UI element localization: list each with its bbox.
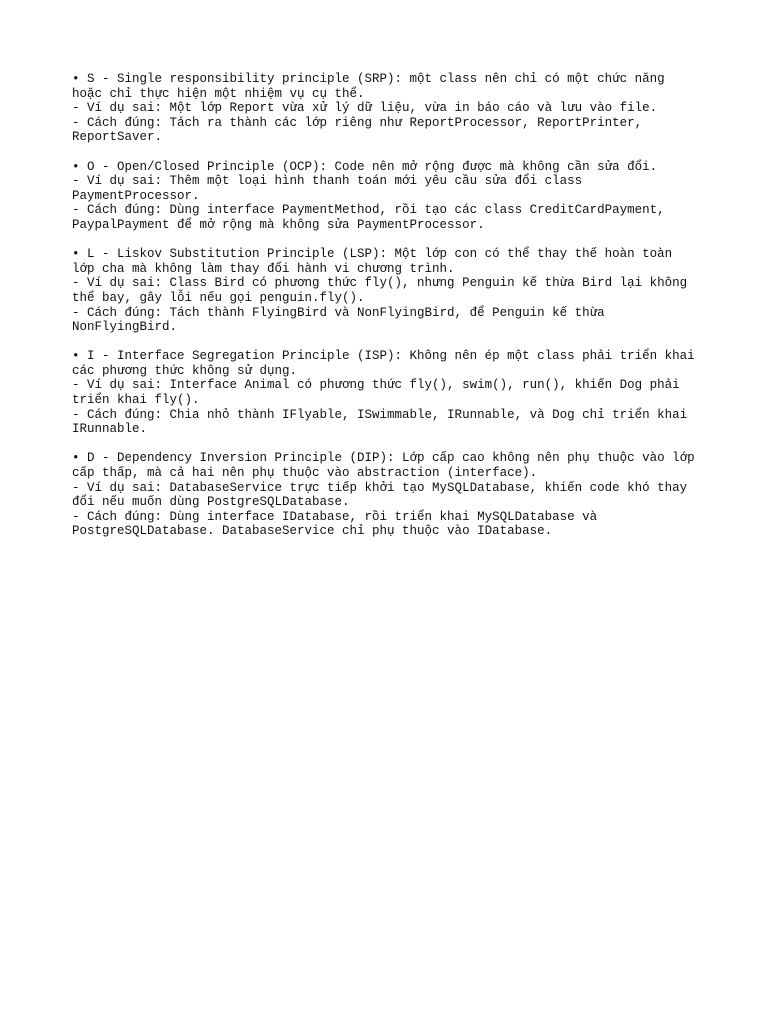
lsp-heading-line-2: lớp cha mà không làm thay đổi hành vi chương trình. [72, 261, 455, 276]
dip-wrong-example-line-1: - Ví dụ sai: DatabaseService trực tiếp khởi tạo MySQLDatabase, khiến code khó thay [72, 480, 688, 495]
dip-heading-line-1: • D - Dependency Inversion Principle (DIP): Lớp cấp cao không nên phụ thuộc vào lớp [72, 451, 695, 466]
lsp-wrong-example-line-2: thể bay, gây lỗi nếu gọi penguin.fly(). [72, 290, 365, 305]
srp-correct-way-line-1: - Cách đúng: Tách ra thành các lớp riêng như ReportProcessor, ReportPrinter, [72, 115, 643, 130]
srp-correct-way-line-2: ReportSaver. [72, 130, 163, 145]
dip-correct-way-line-1: - Cách đúng: Dùng interface IDatabase, rồi triển khai MySQLDatabase và [72, 509, 598, 524]
ocp-correct-way-line-2: PaypalPayment để mở rộng mà không sửa PaymentProcessor. [72, 217, 485, 232]
lsp-correct-way-line-1: - Cách đúng: Tách thành FlyingBird và NonFlyingBird, để Penguin kế thừa [72, 305, 605, 320]
isp-heading-line-1: • I - Interface Segregation Principle (ISP): Không nên ép một class phải triển khai [72, 349, 695, 364]
lsp-heading-line-1: • L - Liskov Substitution Principle (LSP): Một lớp con có thể thay thế hoàn toàn [72, 247, 673, 262]
srp-wrong-example: - Ví dụ sai: Một lớp Report vừa xử lý dữ liệu, vừa in báo cáo và lưu vào file. [72, 101, 658, 116]
ocp-wrong-example-line-2: PaymentProcessor. [72, 188, 200, 203]
principle-srp [72, 72, 712, 145]
principle-ocp [72, 160, 712, 233]
isp-heading-line-2: các phương thức không sử dụng. [72, 363, 298, 378]
principle-isp [72, 349, 712, 437]
document-body [72, 72, 712, 554]
lsp-correct-way-line-2: NonFlyingBird. [72, 320, 178, 335]
principle-dip [72, 451, 712, 539]
srp-heading-line-1: • S - Single responsibility principle (SRP): một class nên chỉ có một chức năng [72, 72, 665, 86]
isp-correct-way-line-1: - Cách đúng: Chia nhỏ thành IFlyable, ISwimmable, IRunnable, và Dog chỉ triển khai [72, 407, 688, 422]
principle-lsp [72, 247, 712, 335]
ocp-correct-way-line-1: - Cách đúng: Dùng interface PaymentMethod, rồi tạo các class CreditCardPayment, [72, 203, 665, 218]
isp-wrong-example-line-2: triển khai fly(). [72, 393, 200, 408]
ocp-wrong-example-line-1: - Ví dụ sai: Thêm một loại hình thanh toán mới yêu cầu sửa đổi class [72, 174, 583, 189]
lsp-wrong-example-line-1: - Ví dụ sai: Class Bird có phương thức fly(), nhưng Penguin kế thừa Bird lại không [72, 276, 688, 291]
dip-heading-line-2: cấp thấp, mà cả hai nên phụ thuộc vào abstraction (interface). [72, 466, 538, 481]
srp-heading-line-2: hoặc chỉ thực hiện một nhiệm vụ cụ thể. [72, 86, 365, 101]
isp-wrong-example-line-1: - Ví dụ sai: Interface Animal có phương thức fly(), swim(), run(), khiến Dog phải [72, 378, 680, 393]
ocp-heading: • O - Open/Closed Principle (OCP): Code nên mở rộng được mà không cần sửa đổi. [72, 159, 658, 174]
dip-correct-way-line-2: PostgreSQLDatabase. DatabaseService chỉ phụ thuộc vào IDatabase. [72, 524, 553, 539]
dip-wrong-example-line-2: đổi nếu muốn dùng PostgreSQLDatabase. [72, 495, 350, 510]
isp-correct-way-line-2: IRunnable. [72, 422, 148, 437]
